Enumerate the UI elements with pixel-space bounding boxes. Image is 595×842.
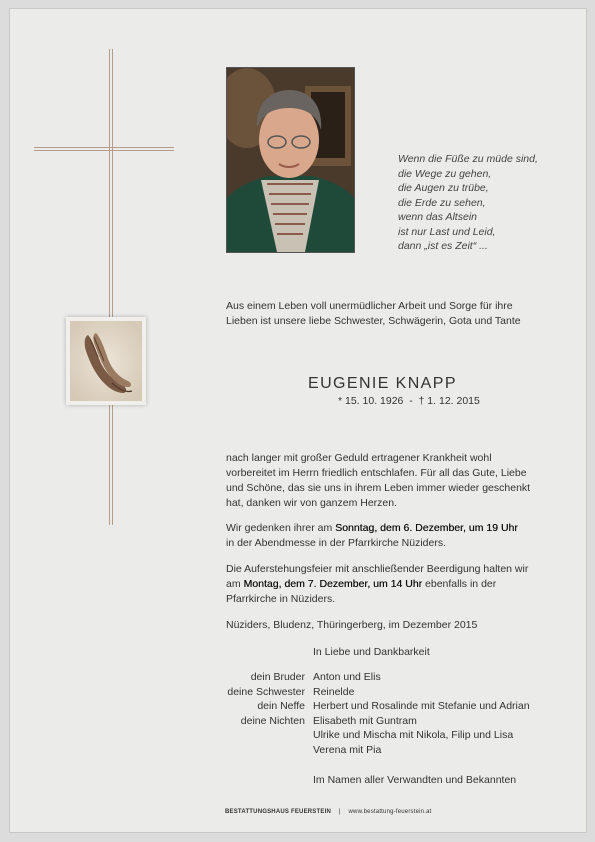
funeral-date: Montag, dem 7. Dezember, um 14 Uhr <box>243 578 423 590</box>
funeral-post: ebenfalls in der <box>422 578 497 590</box>
funeral-line1: Die Auferstehungsfeier mit anschließender Beerdigung halten wir <box>226 563 529 575</box>
poem-line: die Wege zu gehen, <box>398 167 492 180</box>
relative-label: dein Neffe <box>257 700 305 712</box>
body-line: hat, danken wir von ganzem Herzen. <box>226 497 398 509</box>
poem-line: die Augen zu trübe, <box>398 182 489 194</box>
poem-line: wenn das Altsein <box>398 211 477 223</box>
relative-names: Reinelde <box>313 685 355 698</box>
footer <box>225 809 431 815</box>
relative-label <box>200 728 313 743</box>
poem-line: die Erde zu sehen, <box>398 196 486 209</box>
intro-line: Aus einem Leben voll unermüdlicher Arbeit und Sorge für ihre <box>226 300 513 312</box>
relative-label: dein Bruder <box>250 671 305 683</box>
poem-line: ist nur Last und Leid, <box>398 225 496 238</box>
relative-row <box>200 685 530 700</box>
relative-row <box>200 699 530 714</box>
closing-line: In Liebe und Dankbarkeit <box>313 646 430 658</box>
relative-label: deine Nichten <box>240 714 305 727</box>
relative-label: deine Schwester <box>227 685 305 698</box>
relative-row <box>200 714 530 729</box>
body-line: vorbereitet im Herrn friedlich entschlafen. Für all das Gute, Liebe <box>226 467 527 479</box>
relatives-list <box>200 670 530 757</box>
place-date: Nüziders, Bludenz, Thüringerberg, im Dezember 2015 <box>226 619 478 631</box>
relative-names: Herbert und Rosalinde mit Stefanie und Adrian <box>313 700 530 712</box>
poem <box>398 152 568 254</box>
intro-line: Lieben ist unsere liebe Schwester, Schwägerin, Gota und Tante <box>226 315 521 327</box>
intro-text <box>226 299 521 329</box>
body-paragraph <box>226 451 530 511</box>
relative-names: Elisabeth mit Guntram <box>313 714 417 727</box>
portrait-photo <box>226 67 355 253</box>
poem-line: Wenn die Füße zu müde sind, <box>398 153 538 165</box>
relative-names: Anton und Elis <box>313 671 381 683</box>
funeral-line3: Pfarrkirche in Nüziders. <box>226 593 336 605</box>
footer-separator: | <box>338 809 341 815</box>
body-line: und Schöne, das sie uns in ihrem Leben immer wieder geschenkt <box>226 482 531 494</box>
poem-line: dann „ist es Zeit“ ... <box>398 240 488 252</box>
company-url[interactable]: www.bestattung-feuerstein.at <box>348 809 432 815</box>
deceased-name: EUGENIE KNAPP <box>308 375 457 392</box>
mass-pre: Wir gedenken ihrer am <box>226 522 336 534</box>
funeral-pre: am <box>226 578 244 590</box>
relative-names: Ulrike und Mischa mit Nikola, Filip und Lisa <box>313 729 514 741</box>
life-dates: * 15. 10. 1926 - † 1. 12. 2015 <box>338 395 480 407</box>
obituary-sheet <box>9 8 587 833</box>
body-line: nach langer mit großer Geduld ertragener Krankheit wohl <box>226 452 492 464</box>
relative-names: Verena mit Pia <box>313 743 382 756</box>
final-line: Im Namen aller Verwandten und Bekannten <box>313 774 517 786</box>
relative-row <box>200 728 530 743</box>
relative-row <box>200 743 530 758</box>
mass-date: Sonntag, dem 6. Dezember, um 19 Uhr <box>335 522 518 534</box>
relative-label <box>200 743 313 758</box>
funeral-announcement <box>226 562 528 607</box>
mass-announcement <box>226 521 518 551</box>
relative-row <box>200 670 530 685</box>
mass-line2: in der Abendmesse in der Pfarrkirche Nüziders. <box>226 537 447 549</box>
praying-hands-icon <box>66 317 146 405</box>
company-name: BESTATTUNGSHAUS FEUERSTEIN <box>225 809 331 815</box>
